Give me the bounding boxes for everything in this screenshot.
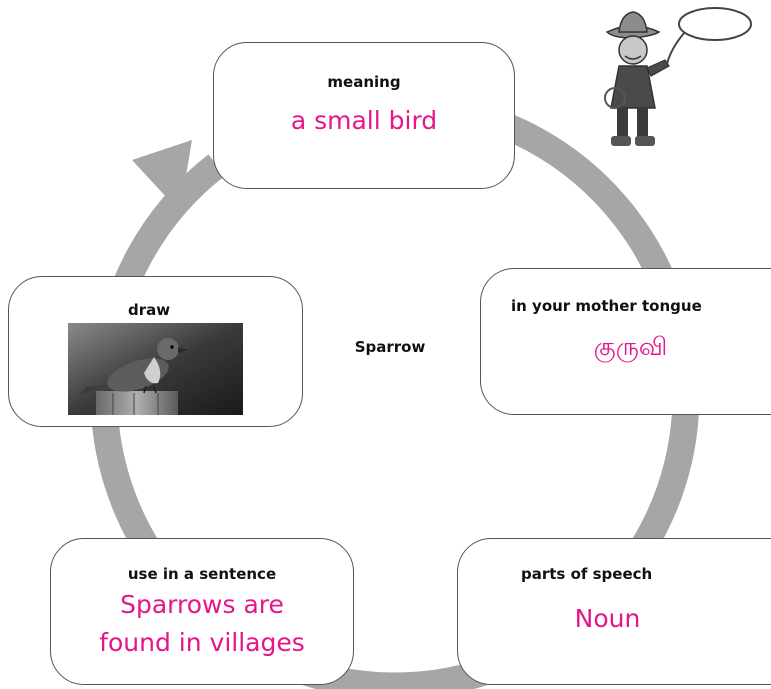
center-word: Sparrow <box>354 338 426 356</box>
sparrow-photo <box>68 323 243 415</box>
mother-tongue-card <box>480 268 771 415</box>
parts-of-speech-label: parts of speech <box>521 565 653 583</box>
draw-label: draw <box>128 301 171 319</box>
cowboy-lasso-clipart <box>597 2 757 152</box>
meaning-label: meaning <box>327 73 401 91</box>
meaning-value: a small bird <box>290 106 438 135</box>
sentence-card <box>50 538 354 685</box>
sentence-value-line2: found in villages <box>99 628 305 657</box>
parts-of-speech-card <box>457 538 771 685</box>
sentence-value-line1: Sparrows are <box>120 590 284 619</box>
meaning-card <box>213 42 515 189</box>
sentence-label: use in a sentence <box>127 565 277 583</box>
mother-tongue-label: in your mother tongue <box>511 297 702 315</box>
draw-card <box>8 276 303 427</box>
mother-tongue-value: குருவி <box>593 332 668 361</box>
parts-of-speech-value: Noun <box>574 604 641 633</box>
